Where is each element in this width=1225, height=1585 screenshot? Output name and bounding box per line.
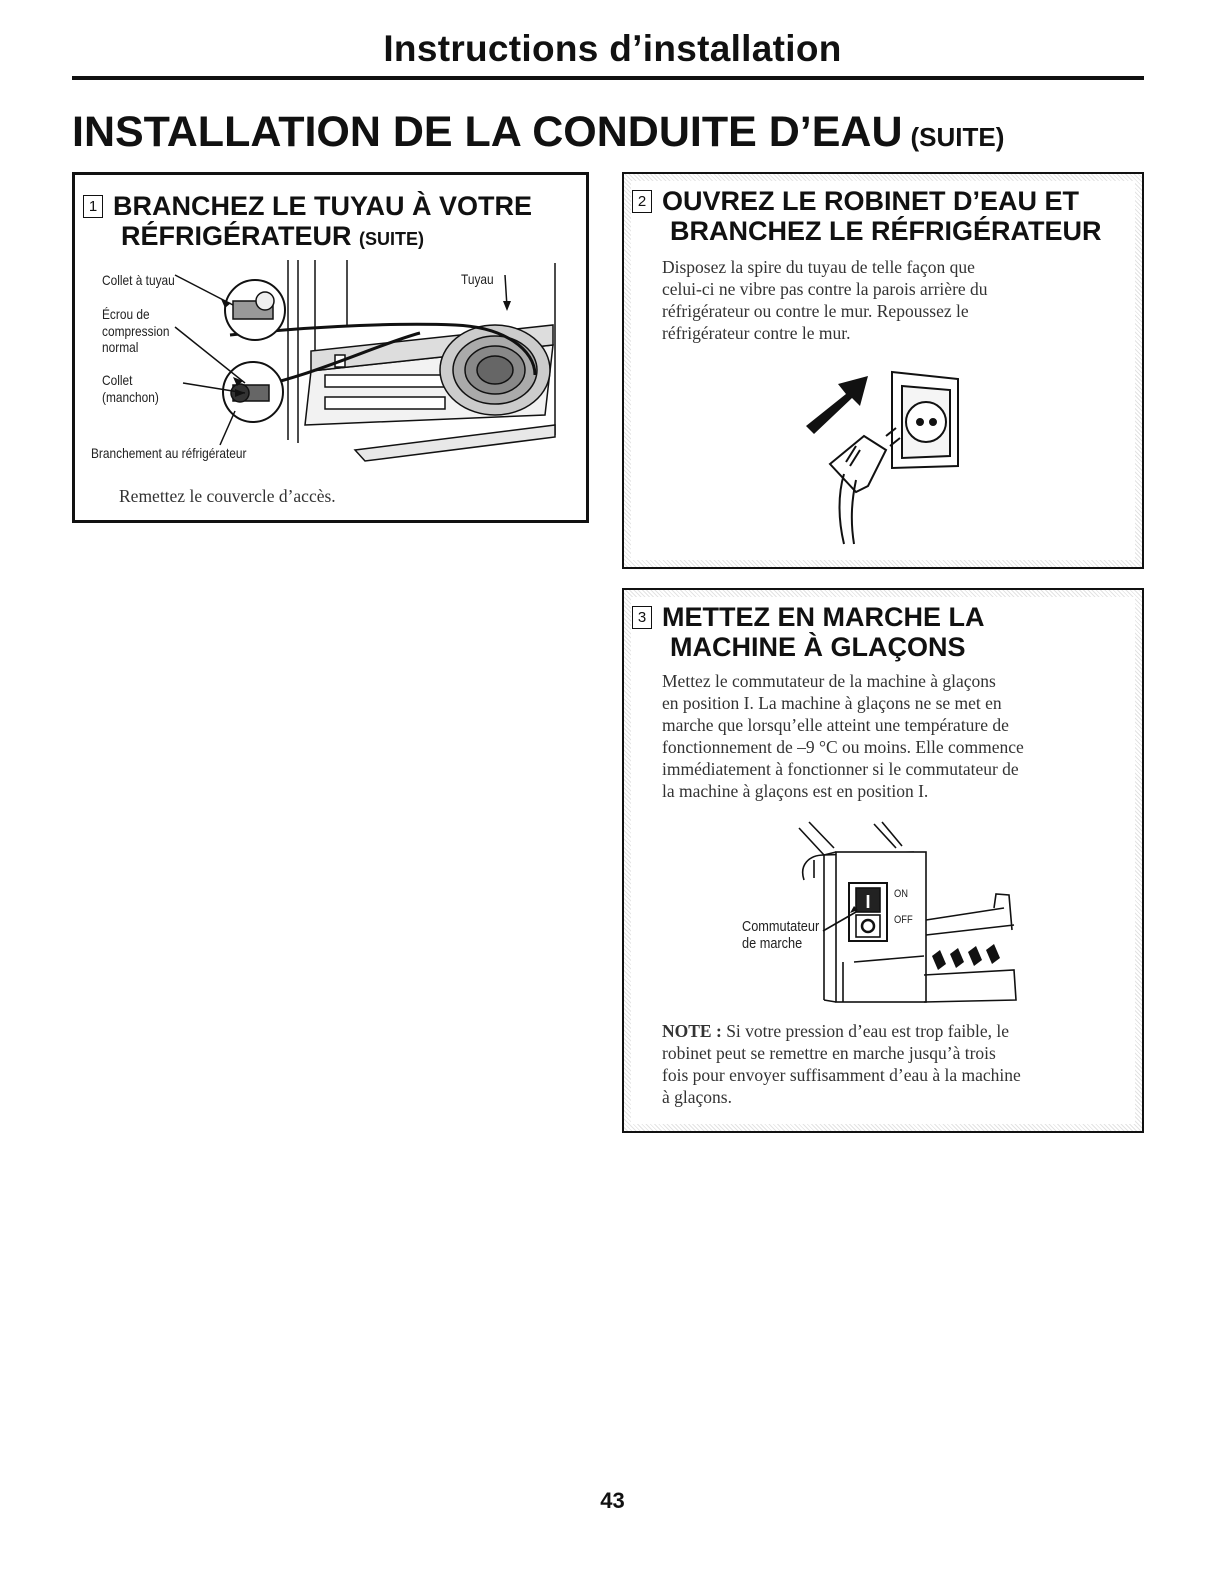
label-ecrou-line2: compression xyxy=(102,323,170,339)
section-title-text: INSTALLATION DE LA CONDUITE D’EAU xyxy=(72,108,903,156)
label-collet-line1: Collet xyxy=(102,372,133,388)
step3-number: 3 xyxy=(632,606,652,629)
switch-i-mark: I xyxy=(865,892,871,912)
plug-outlet-illustration xyxy=(624,174,1146,571)
step3-text-line: en position I. La machine à glaçons ne se met en xyxy=(662,693,1002,713)
step1-box xyxy=(72,172,589,523)
step2-text-line: Disposez la spire du tuyau de telle façon que xyxy=(662,257,975,277)
step2-title-line1: OUVREZ LE ROBINET D’EAU ET xyxy=(662,186,1080,216)
step3-text-line: la machine à glaçons est en position I. xyxy=(662,781,929,801)
label-commutateur-line2: de marche xyxy=(742,935,803,952)
label-collet-tuyau: Collet à tuyau xyxy=(102,272,175,288)
step2-title-line2: BRANCHEZ LE RÉFRIGÉRATEUR xyxy=(670,216,1102,246)
step3-note-line: à glaçons. xyxy=(662,1087,732,1107)
step3-text-line: marche que lorsqu’elle atteint une température de xyxy=(662,715,1009,735)
step2-text-line: réfrigérateur ou contre le mur. Repoussez le xyxy=(662,301,969,321)
section-title xyxy=(72,108,1004,157)
section-title-suffix: (SUITE) xyxy=(910,122,1005,152)
note-text: Si votre pression d’eau est trop faible, le xyxy=(726,1021,1010,1041)
step1-number: 1 xyxy=(83,195,103,218)
label-ecrou-line1: Écrou de xyxy=(102,306,150,322)
refrigerator-connection-diagram xyxy=(75,175,592,526)
label-commutateur-line1: Commutateur xyxy=(742,918,820,935)
step3-box xyxy=(622,588,1144,1133)
header-rule xyxy=(72,76,1144,80)
page-header-title: Instructions d’installation xyxy=(383,28,842,69)
page-number: 43 xyxy=(600,1488,625,1513)
step1-title-line2: RÉFRIGÉRATEUR xyxy=(121,221,352,251)
step3-note-line: robinet peut se remettre en marche jusqu’à trois xyxy=(662,1043,996,1063)
step2-text-line: celui-ci ne vibre pas contre la parois arrière du xyxy=(662,279,988,299)
label-branchement: Branchement au réfrigérateur xyxy=(91,445,247,461)
step3-text-line: immédiatement à fonctionner si le commutateur de xyxy=(662,759,1019,779)
label-tuyau: Tuyau xyxy=(461,271,494,287)
step3-text-line: fonctionnement de –9 °C ou moins. Elle commence xyxy=(662,737,1024,757)
label-off: OFF xyxy=(894,914,913,926)
label-ecrou-line3: normal xyxy=(102,339,139,355)
step1-title-line1: BRANCHEZ LE TUYAU À VOTRE xyxy=(113,191,533,221)
label-on: ON xyxy=(894,888,909,900)
label-collet-line2: (manchon) xyxy=(102,389,159,405)
step2-text-line: réfrigérateur contre le mur. xyxy=(662,323,851,343)
step1-text: Remettez le couvercle d’accès. xyxy=(119,486,336,506)
note-label: NOTE : xyxy=(662,1021,722,1041)
step3-note-line: fois pour envoyer suffisamment d’eau à la machine xyxy=(662,1065,1021,1085)
step3-title-line1: METTEZ EN MARCHE LA xyxy=(662,602,985,632)
step1-title-suffix: (SUITE) xyxy=(359,229,425,249)
step3-title-line2: MACHINE À GLAÇONS xyxy=(670,632,966,662)
step3-note-line xyxy=(662,1020,1021,1042)
step3-text-line: Mettez le commutateur de la machine à glaçons xyxy=(662,671,996,691)
step3-note xyxy=(662,1020,1021,1108)
step2-box xyxy=(622,172,1144,569)
step2-number: 2 xyxy=(632,190,652,213)
